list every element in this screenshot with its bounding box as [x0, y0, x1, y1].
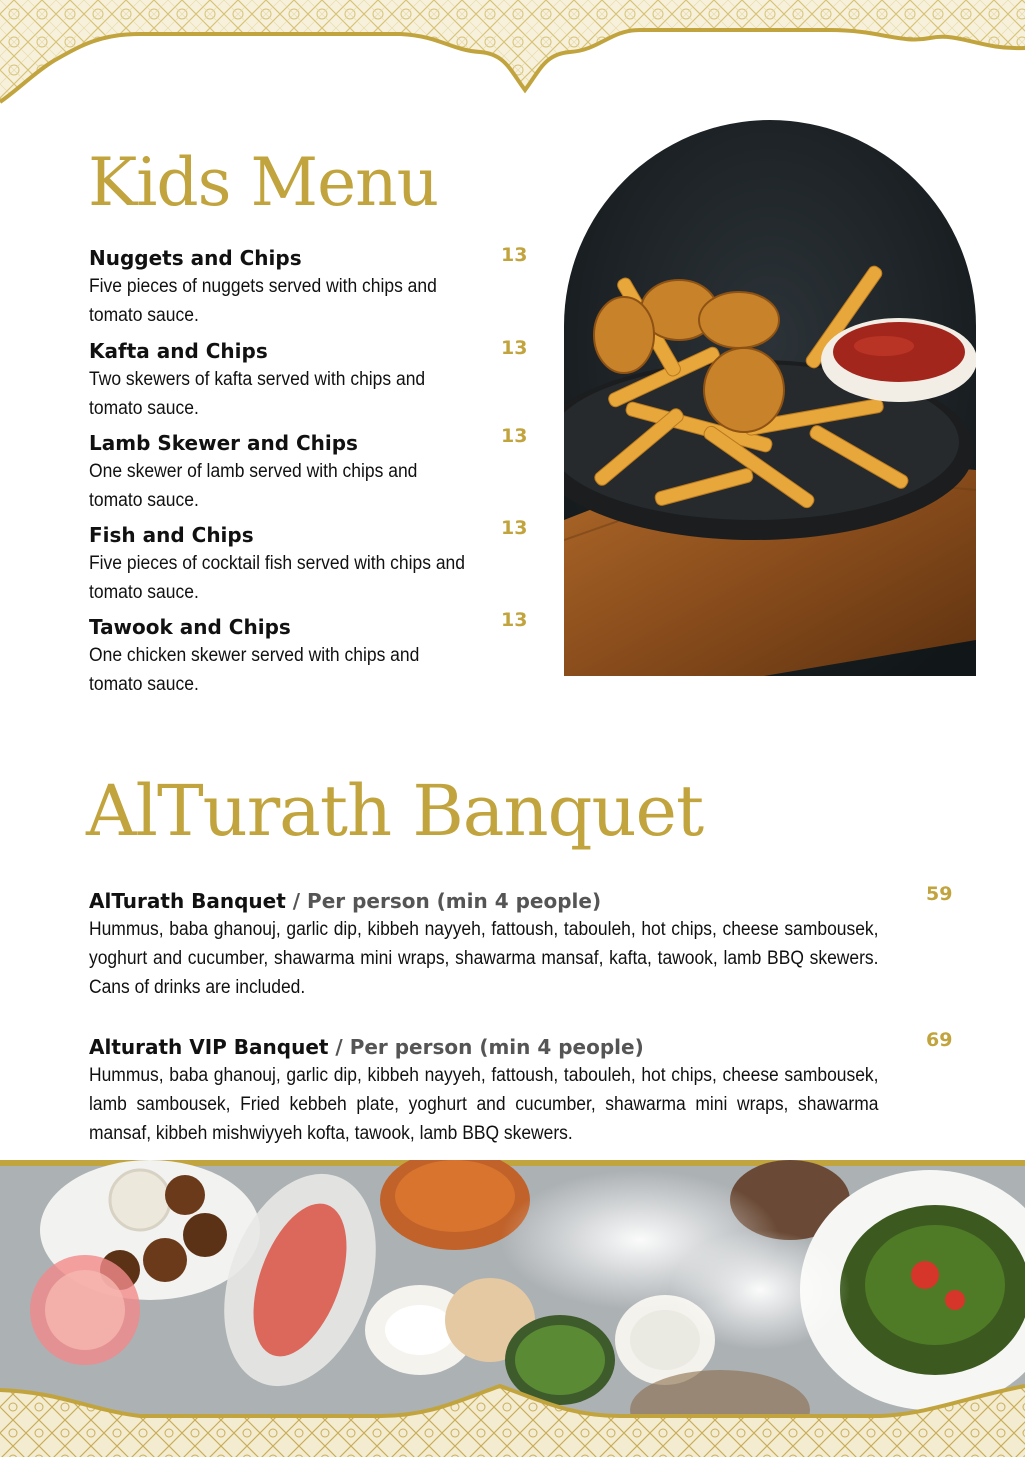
item-name: Alturath VIP Banquet — [89, 1035, 329, 1059]
item-name: Kafta and Chips — [89, 339, 268, 363]
item-description: One skewer of lamb served with chips and tomato sauce. — [89, 461, 418, 511]
item-description: One chicken skewer served with chips and tomato sauce. — [89, 645, 420, 695]
item-name: Nuggets and Chips — [89, 246, 302, 270]
menu-item-nuggets-and-chips — [89, 244, 529, 330]
banquet-spread-photo — [0, 1160, 1025, 1457]
menu-item-alturath-banquet — [89, 883, 953, 1002]
menu-item-fish-and-chips — [89, 517, 529, 607]
item-description: Two skewers of kafta served with chips and tomato sauce. — [89, 369, 426, 419]
ornamental-top-border — [0, 0, 1025, 110]
item-price: 13 — [501, 244, 528, 266]
item-heading — [89, 887, 879, 915]
menu-item-lamb-skewer-and-chips — [89, 425, 529, 515]
item-price: 69 — [926, 1029, 953, 1051]
item-pricing-note: Per person (min 4 people) — [349, 1035, 644, 1059]
menu-item-tawook-and-chips — [89, 609, 529, 699]
item-description: Five pieces of cocktail fish served with chips and tomato sauce. — [89, 553, 465, 603]
separator: / — [328, 1035, 350, 1059]
item-name: Tawook and Chips — [89, 615, 291, 639]
item-price: 13 — [501, 337, 528, 359]
item-heading — [89, 1033, 879, 1061]
item-price: 59 — [926, 883, 953, 905]
item-price: 13 — [501, 609, 528, 631]
item-name: Fish and Chips — [89, 523, 254, 547]
item-price: 13 — [501, 425, 528, 447]
nuggets-and-fries-photo — [564, 120, 976, 676]
item-description: Hummus, baba ghanouj, garlic dip, kibbeh nayyeh, fattoush, tabouleh, hot chips, cheese sambousek, lamb sambousek, Fried kebbeh plate, yoghurt and cucumber, shawarma mini wraps, shawarma mansaf, kibbeh mishwiyyeh kofta, tawook, lamb BBQ skewers. — [89, 1065, 879, 1144]
item-name: Lamb Skewer and Chips — [89, 431, 358, 455]
item-pricing-note: Per person (min 4 people) — [307, 889, 602, 913]
kids-menu-title: Kids Menu — [88, 144, 439, 221]
item-name: AlTurath Banquet — [89, 889, 286, 913]
item-description: Hummus, baba ghanouj, garlic dip, kibbeh nayyeh, fattoush, tabouleh, hot chips, cheese sambousek, yoghurt and cucumber, shawarma mini wraps, shawarma mansaf, kafta, tawook, lamb BBQ skewers. Cans of drinks are included. — [89, 919, 879, 998]
item-description: Five pieces of nuggets served with chips and tomato sauce. — [89, 276, 437, 326]
banquet-title: AlTurath Banquet — [86, 770, 704, 852]
item-price: 13 — [501, 517, 528, 539]
separator: / — [285, 889, 308, 913]
menu-item-kafta-and-chips — [89, 337, 529, 423]
menu-item-alturath-vip-banquet — [89, 1029, 953, 1148]
